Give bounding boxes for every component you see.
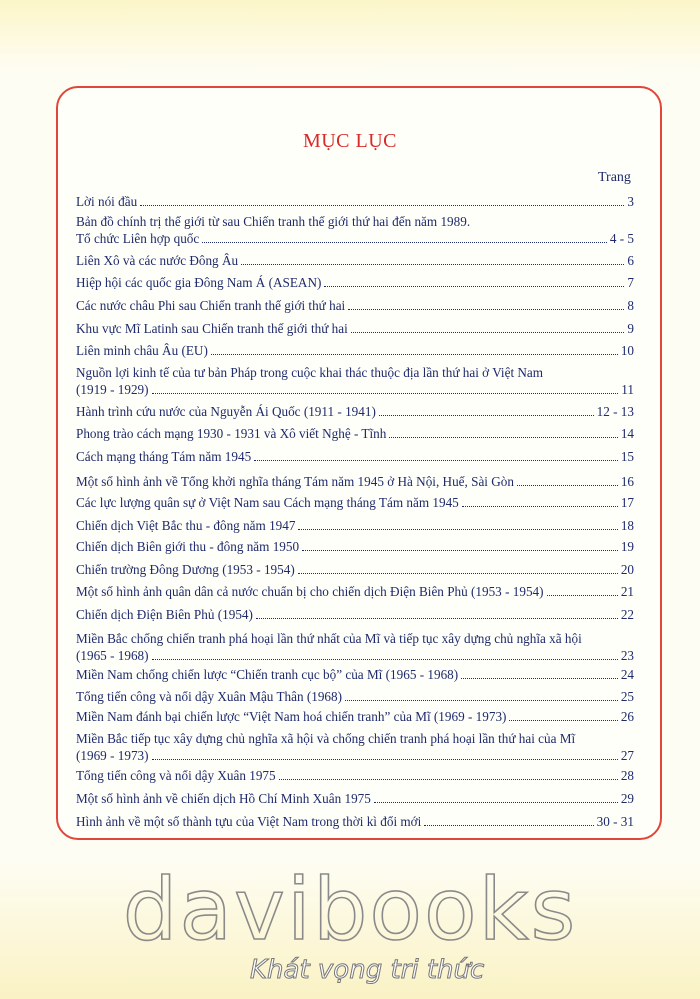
toc-entry-title: (1919 - 1929): [76, 382, 149, 397]
toc-entry-page: 10: [620, 343, 634, 358]
toc-entry[interactable]: [76, 666, 634, 683]
dot-leader: [389, 437, 617, 438]
toc-entry-title: Liên minh châu Âu (EU): [76, 343, 208, 358]
toc-entry-title: (1969 - 1973): [76, 748, 149, 763]
dot-leader: [424, 825, 593, 826]
toc-entry[interactable]: [76, 583, 634, 600]
toc-entry-page: 22: [620, 607, 634, 622]
toc-entry-title: Chiến dịch Biên giới thu - đông năm 1950: [76, 539, 300, 554]
toc-entry-page: 27: [620, 748, 634, 763]
toc-entry-title: Các lực lượng quân sự ở Việt Nam sau Cách mạng tháng Tám năm 1945: [76, 495, 459, 510]
toc-entry-title: Miền Nam đánh bại chiến lược “Việt Nam hoá chiến tranh” của Mĩ (1969 - 1973): [76, 709, 507, 724]
toc-entry-page: 15: [620, 449, 634, 464]
toc-entry-page: 9: [627, 321, 634, 336]
toc-entry[interactable]: [76, 448, 634, 465]
dot-leader: [254, 460, 618, 461]
toc-title: MỤC LỤC: [302, 130, 398, 152]
dot-leader: [547, 595, 618, 596]
toc-entry-page: 19: [620, 539, 634, 554]
toc-entry[interactable]: [76, 364, 634, 398]
toc-entry[interactable]: [76, 193, 634, 210]
toc-entry-page: 18: [620, 518, 634, 533]
toc-entry-title: Chiến dịch Điện Biên Phủ (1954): [76, 607, 253, 622]
toc-entry-title: Lời nói đầu: [76, 194, 138, 209]
dot-leader: [509, 720, 617, 721]
toc-entry-title: Khu vực Mĩ Latinh sau Chiến tranh thế giới thứ hai: [76, 321, 348, 336]
toc-entry[interactable]: [76, 813, 634, 830]
dot-leader: [298, 529, 617, 530]
toc-entry-page: 21: [620, 584, 634, 599]
toc-entry-title-line: Miền Bắc tiếp tục xây dựng chủ nghĩa xã hội và chống chiến tranh phá hoại lần thứ hai của Mĩ: [76, 731, 576, 746]
dot-leader: [517, 485, 618, 486]
toc-entry[interactable]: [76, 538, 634, 555]
toc-entry-page: 6: [627, 253, 634, 268]
toc-entry-page: 7: [627, 275, 634, 290]
toc-entry-page: 26: [620, 709, 634, 724]
dot-leader: [152, 393, 619, 394]
toc-entry-page: 4 - 5: [609, 231, 634, 246]
toc-entry-title: Tổ chức Liên hợp quốc: [76, 231, 200, 246]
toc-entry[interactable]: [76, 403, 634, 420]
toc-entry-title: (1965 - 1968): [76, 648, 149, 663]
watermark-brand: davibooks: [122, 860, 578, 960]
toc-entry-page: 16: [620, 474, 634, 489]
toc-entry-page: 24: [620, 667, 634, 682]
dot-leader: [374, 802, 618, 803]
toc-entry[interactable]: [76, 494, 634, 511]
toc-entry-title: Hành trình cứu nước của Nguyễn Ái Quốc (1911 - 1941): [76, 404, 376, 419]
toc-entry-page: 8: [627, 298, 634, 313]
toc-entry-page: 20: [620, 562, 634, 577]
toc-entry-title-line: Nguồn lợi kinh tế của tư bản Pháp trong cuộc khai thác thuộc địa lần thứ hai ở Việt Nam: [76, 365, 544, 380]
toc-entry[interactable]: [76, 213, 634, 247]
toc-entry-title: Liên Xô và các nước Đông Âu: [76, 253, 239, 268]
toc-entry-title: Miền Nam chống chiến lược “Chiến tranh cục bộ” của Mĩ (1965 - 1968): [76, 667, 459, 682]
toc-entry-title: Một số hình ảnh về Tổng khởi nghĩa tháng Tám năm 1945 ở Hà Nội, Huế, Sài Gòn: [76, 474, 514, 489]
dot-leader: [345, 700, 618, 701]
toc-entry-page: 28: [620, 768, 634, 783]
dot-leader: [461, 678, 618, 679]
dot-leader: [256, 618, 618, 619]
toc-entry-page: 14: [620, 426, 634, 441]
toc-entry[interactable]: [76, 730, 634, 764]
toc-entry[interactable]: [76, 473, 634, 490]
page-column-heading: Trang: [598, 170, 631, 185]
toc-entry-title: Tổng tiến công và nổi dậy Xuân Mậu Thân (1968): [76, 689, 343, 704]
toc-entry-title: Chiến trường Đông Dương (1953 - 1954): [76, 562, 295, 577]
toc-entry-title: Hiệp hội các quốc gia Đông Nam Á (ASEAN): [76, 275, 322, 290]
toc-entry[interactable]: [76, 790, 634, 807]
toc-entry-title-line: Bản đồ chính trị thế giới từ sau Chiến tranh thế giới thứ hai đến năm 1989.: [76, 214, 471, 229]
toc-entry-title: Chiến dịch Việt Bắc thu - đông năm 1947: [76, 518, 296, 533]
toc-entry-page: 17: [620, 495, 634, 510]
dot-leader: [351, 332, 625, 333]
toc-entry-page: 23: [620, 648, 634, 663]
toc-entry-page: 25: [620, 689, 634, 704]
toc-entry-title: Tổng tiến công và nổi dậy Xuân 1975: [76, 768, 276, 783]
watermark-slogan: Khát vọng tri thức: [250, 955, 485, 985]
toc-entry[interactable]: [76, 517, 634, 534]
dot-leader: [152, 659, 618, 660]
toc-entry[interactable]: [76, 561, 634, 578]
dot-leader: [379, 415, 594, 416]
dot-leader: [241, 264, 624, 265]
toc-entry-title: Một số hình ảnh về chiến dịch Hồ Chí Minh Xuân 1975: [76, 791, 371, 806]
dot-leader: [279, 779, 618, 780]
toc-entry[interactable]: [76, 606, 634, 623]
dot-leader: [348, 309, 624, 310]
toc-entry[interactable]: [76, 767, 634, 784]
toc-entry[interactable]: [76, 252, 634, 269]
dot-leader: [211, 354, 618, 355]
toc-entry[interactable]: [76, 708, 634, 725]
toc-entry-title: Phong trào cách mạng 1930 - 1931 và Xô viết Nghệ - Tĩnh: [76, 426, 387, 441]
toc-entry[interactable]: [76, 425, 634, 442]
dot-leader: [324, 286, 624, 287]
toc-entry-title: Một số hình ảnh quân dân cả nước chuẩn bị cho chiến dịch Điện Biên Phủ (1953 - 1954): [76, 584, 544, 599]
toc-entry[interactable]: [76, 688, 634, 705]
toc-entry[interactable]: [76, 630, 634, 664]
toc-entry-title: Cách mạng tháng Tám năm 1945: [76, 449, 252, 464]
toc-entry[interactable]: [76, 320, 634, 337]
toc-entry-title: Hình ảnh về một số thành tựu của Việt Nam trong thời kì đổi mới: [76, 814, 422, 829]
toc-entry-page: 3: [627, 194, 634, 209]
dot-leader: [152, 759, 618, 760]
toc-entry-page: 30 - 31: [596, 814, 634, 829]
dot-leader: [202, 242, 607, 243]
toc-entry[interactable]: [76, 274, 634, 291]
toc-entry-page: 11: [621, 382, 634, 397]
dot-leader: [302, 550, 618, 551]
toc-entry[interactable]: [76, 297, 634, 314]
toc-entry-page: 29: [620, 791, 634, 806]
toc-entry-page: 12 - 13: [596, 404, 634, 419]
dot-leader: [298, 573, 618, 574]
toc-entry-title-line: Miền Bắc chống chiến tranh phá hoại lần thứ nhất của Mĩ và tiếp tục xây dựng chủ nghĩa xã hội: [76, 631, 582, 646]
dot-leader: [140, 205, 624, 206]
toc-entry[interactable]: [76, 342, 634, 359]
dot-leader: [462, 506, 618, 507]
toc-entry-title: Các nước châu Phi sau Chiến tranh thế giới thứ hai: [76, 298, 346, 313]
